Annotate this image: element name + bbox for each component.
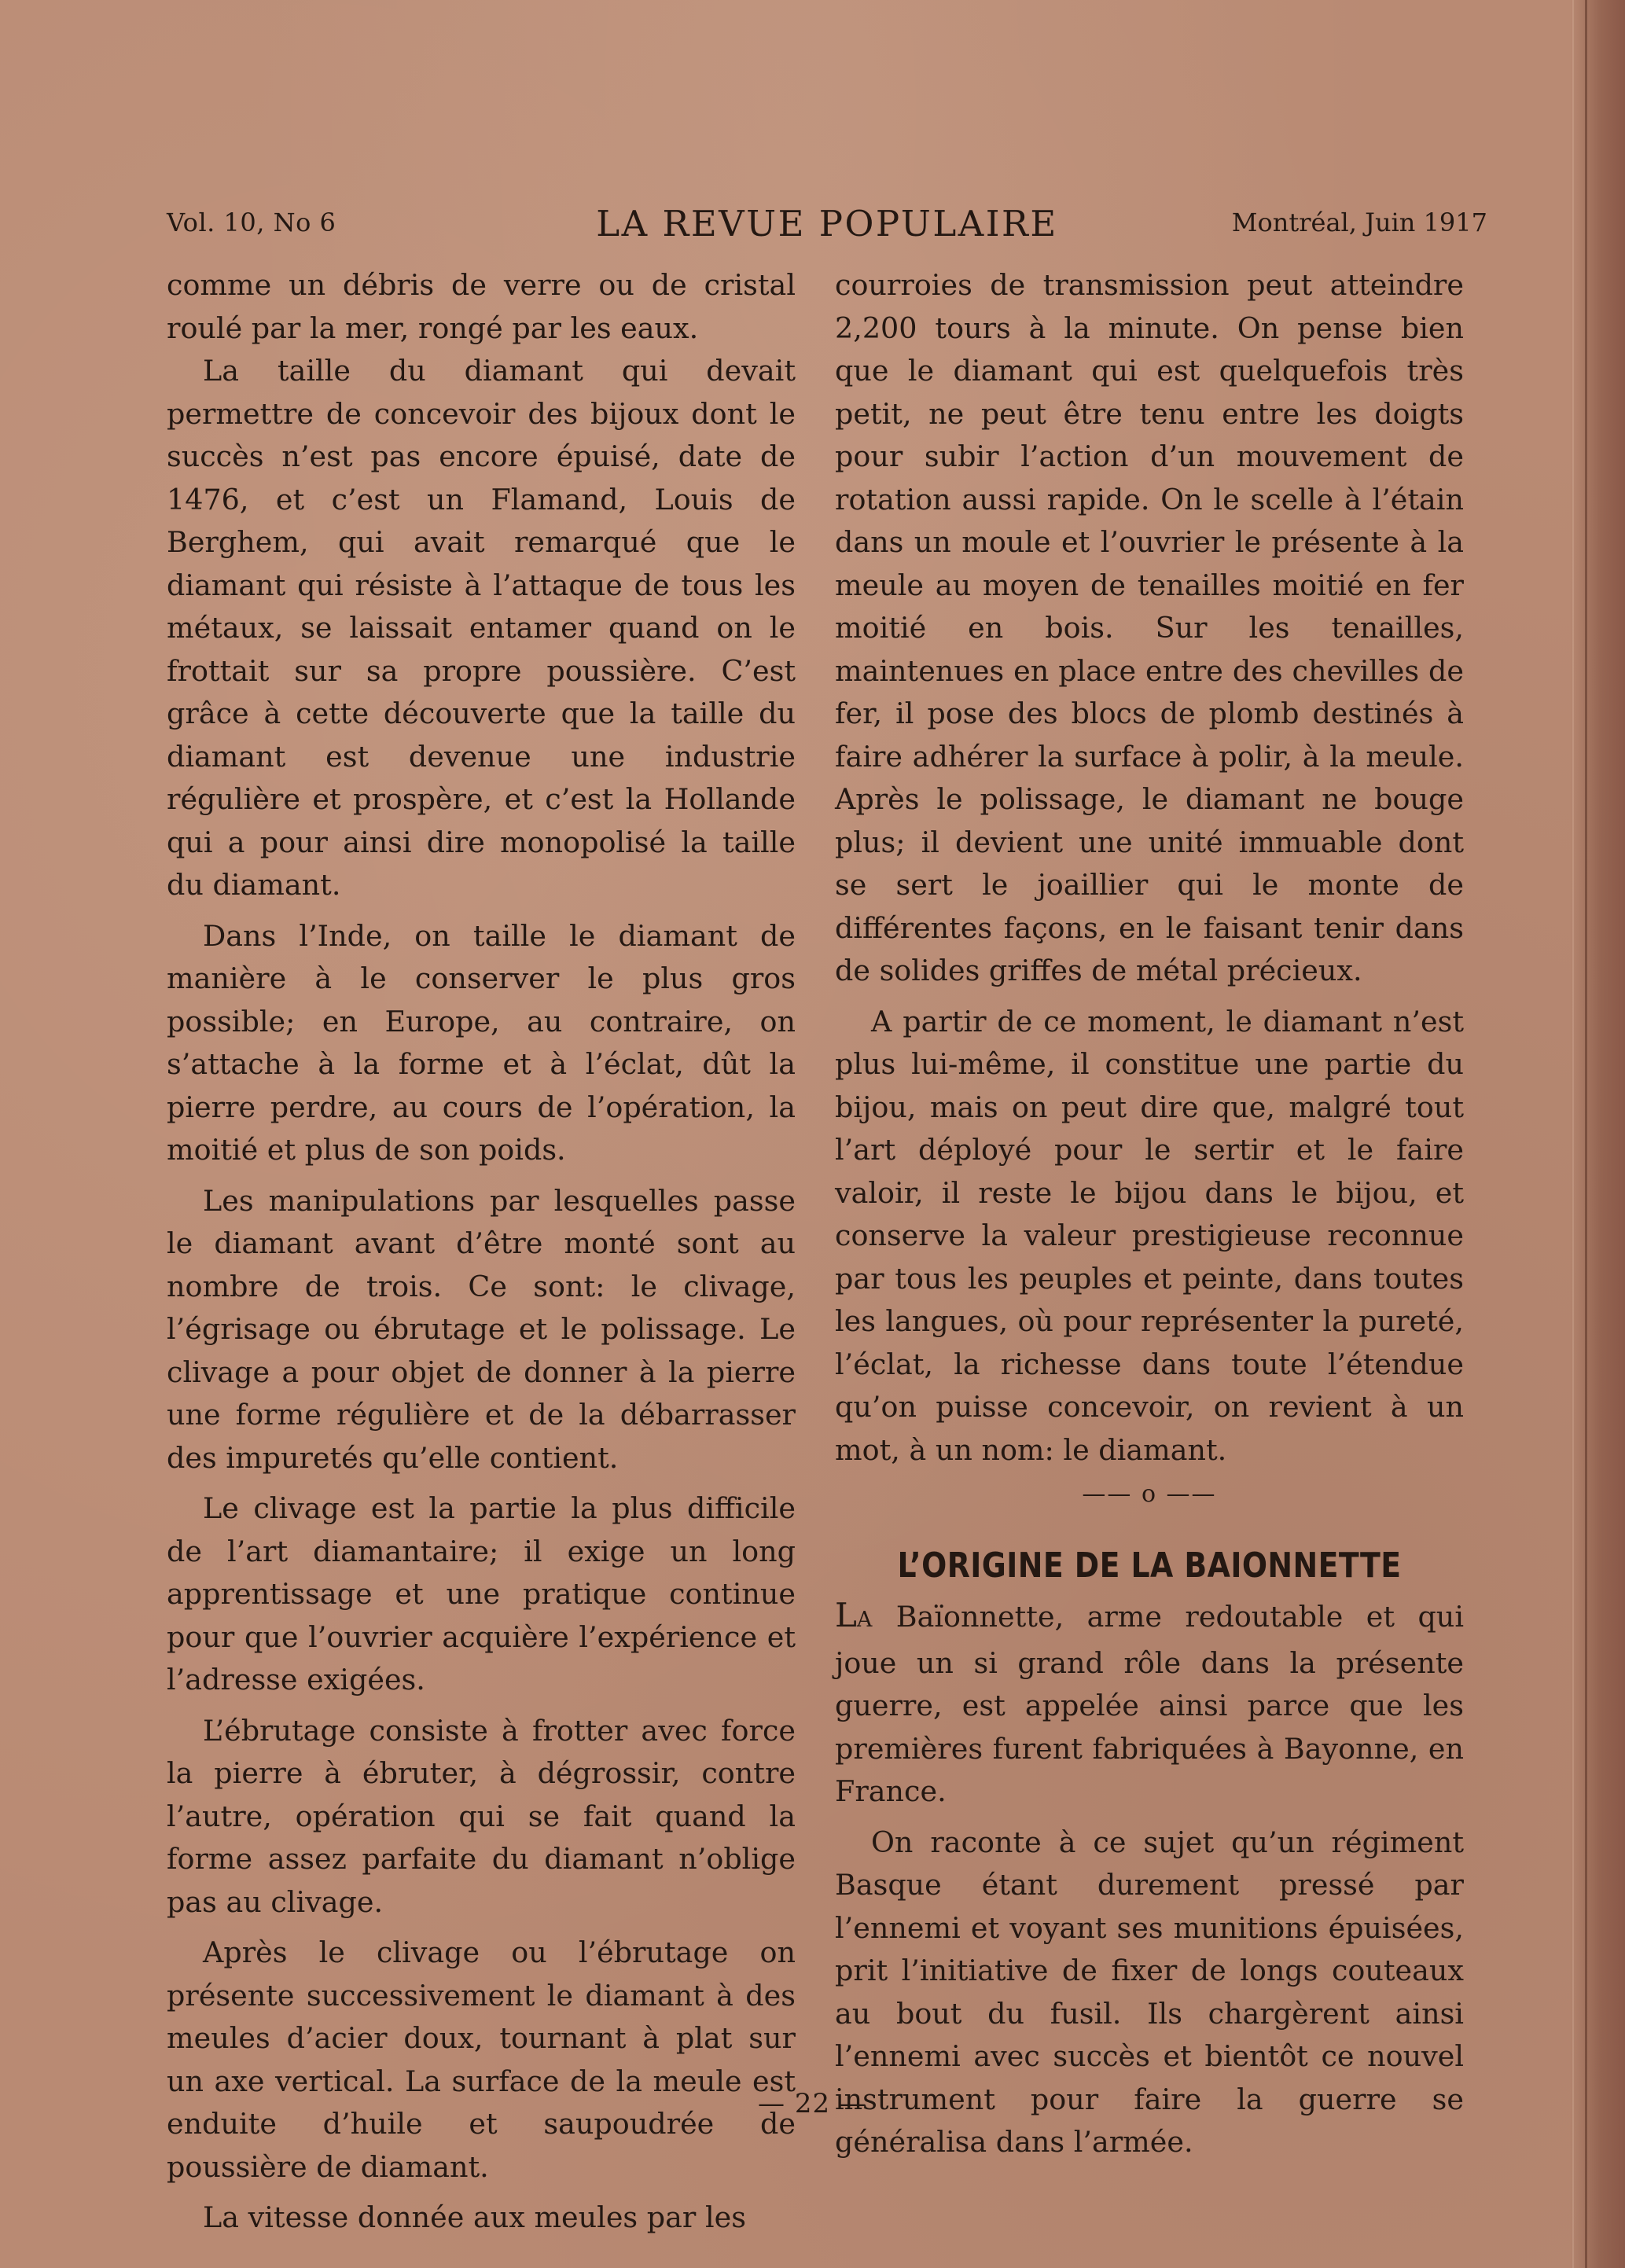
page-number: — 22 — bbox=[758, 2088, 867, 2119]
page-edge-shadow bbox=[1570, 0, 1625, 2268]
running-header bbox=[167, 203, 1487, 244]
right-column bbox=[835, 264, 1464, 2164]
section-title: L’ORIGINE DE LA BAIONNETTE bbox=[897, 1546, 1402, 1586]
paragraph: La taille du diamant qui devait permettre de concevoir des bijoux dont le succès n’est pas encore épuisé, date de 1476, et c’est un Flamand, Louis de Berghem, qui avait remarqué que le diamant qui résiste à l’attaque de tous les métaux, se laissait entamer quand on le frottait sur sa propre poussière. C’est grâce à cette découverte que la taille du diamant est devenue une industrie régulière et prospère, et c’est la Hollande qui a pour ainsi dire monopolisé la taille du diamant. bbox=[167, 354, 796, 902]
paragraph: comme un débris de verre ou de cristal roulé par la mer, rongé par les eaux. bbox=[167, 268, 796, 345]
paragraph: Après le clivage ou l’ébrutage on présente successivement le diamant à des meules d’acier doux, tournant à plat sur un axe vertical. La surface de la meule est enduite d’huile et saupoudrée de poussière de diamant. bbox=[167, 1935, 796, 2184]
paragraph: Le clivage est la partie la plus difficile de l’art diamantaire; il exige un long apprentissage et une pratique continue pour que l’ouvrier acquière l’expérience et l’adresse exigées. bbox=[167, 1491, 796, 1696]
paragraph: A partir de ce moment, le diamant n’est plus lui-même, il constitue une partie du bijou, mais on peut dire que, malgré tout l’art déployé pour le sertir et le faire valoir, il reste le bijou dans le bijou, et conserve la valeur prestigieuse reconnue par tous les peuples et peinte, dans toutes les langues, où pour représenter la pureté, l’éclat, la richesse dans toute l’étendue qu’on puisse concevoir, on revient à un mot, à un nom: le diamant. bbox=[835, 1004, 1464, 1467]
section-separator: —— o —— bbox=[1082, 1480, 1217, 1508]
paragraph: On raconte à ce sujet qu’un régiment Basque étant durement pressé par l’ennemi et voyant ses munitions épuisées, prit l’initiative de fixer de longs couteaux au bout du fusil. Ils chargèrent ainsi l’ennemi avec succès et bientôt ce nouvel instrument pour faire la guerre se généralisa dans l’armée. bbox=[835, 1825, 1464, 2159]
page-edge-line bbox=[1585, 0, 1587, 2268]
paragraph: L’ébrutage consiste à frotter avec force la pierre à ébruter, à dégrossir, contre l’autre, opération qui se fait quand la forme assez parfaite du diamant n’oblige pas au clivage. bbox=[167, 1713, 796, 1919]
paragraph: Dans l’Inde, on taille le diamant de manière à le conserver le plus gros possible; en Europe, au contraire, on s’attache à la forme et à l’éclat, dût la pierre perdre, au cours de l’opération, la moitié et plus de son poids. bbox=[167, 918, 796, 1167]
volume-number: Vol. 10, No 6 bbox=[167, 208, 336, 237]
article-opening-paragraph bbox=[835, 1594, 1464, 1814]
paragraph: La vitesse donnée aux meules par les bbox=[203, 2200, 746, 2234]
paragraph-text: Baïonnette, arme redoutable et qui joue un si grand rôle dans la présente guerre, est appelée ainsi parce que les premières furent fabriquées à Bayonne, en France. bbox=[835, 1600, 1464, 1808]
paragraph: Les manipulations par lesquelles passe le diamant avant d’être monté sont au nombre de trois. Ce sont: le clivage, l’égrisage ou ébrutage et le polissage. Le clivage a pour objet de donner à la pierre une forme régulière et de la débarrasser des impuretés qu’elle contient. bbox=[167, 1183, 796, 1475]
small-cap: A bbox=[856, 1608, 873, 1632]
issue-date: Montréal, Juin 1917 bbox=[1231, 208, 1487, 237]
left-column bbox=[167, 264, 796, 2240]
journal-title: LA REVUE POPULAIRE bbox=[596, 203, 1058, 244]
paragraph: courroies de transmission peut atteindre 2,200 tours à la minute. On pense bien que le diamant qui est quelquefois très petit, ne peut être tenu entre les doigts pour subir l’action d’un mouvement de rotation aussi rapide. On le scelle à l’étain dans un moule et l’ouvrier le présente à la meule au moyen de tenailles moitié en fer moitié en bois. Sur les tenailles, maintenues en place entre des chevilles de fer, il pose des blocs de plomb destinés à faire adhérer la surface à polir, à la meule. Après le polissage, le diamant ne bouge plus; il devient une unité immuable dont se sert le joaillier qui le monte de différentes façons, en le faisant tenir dans de solides griffes de métal précieux. bbox=[835, 268, 1464, 987]
drop-cap: L bbox=[835, 1596, 857, 1634]
